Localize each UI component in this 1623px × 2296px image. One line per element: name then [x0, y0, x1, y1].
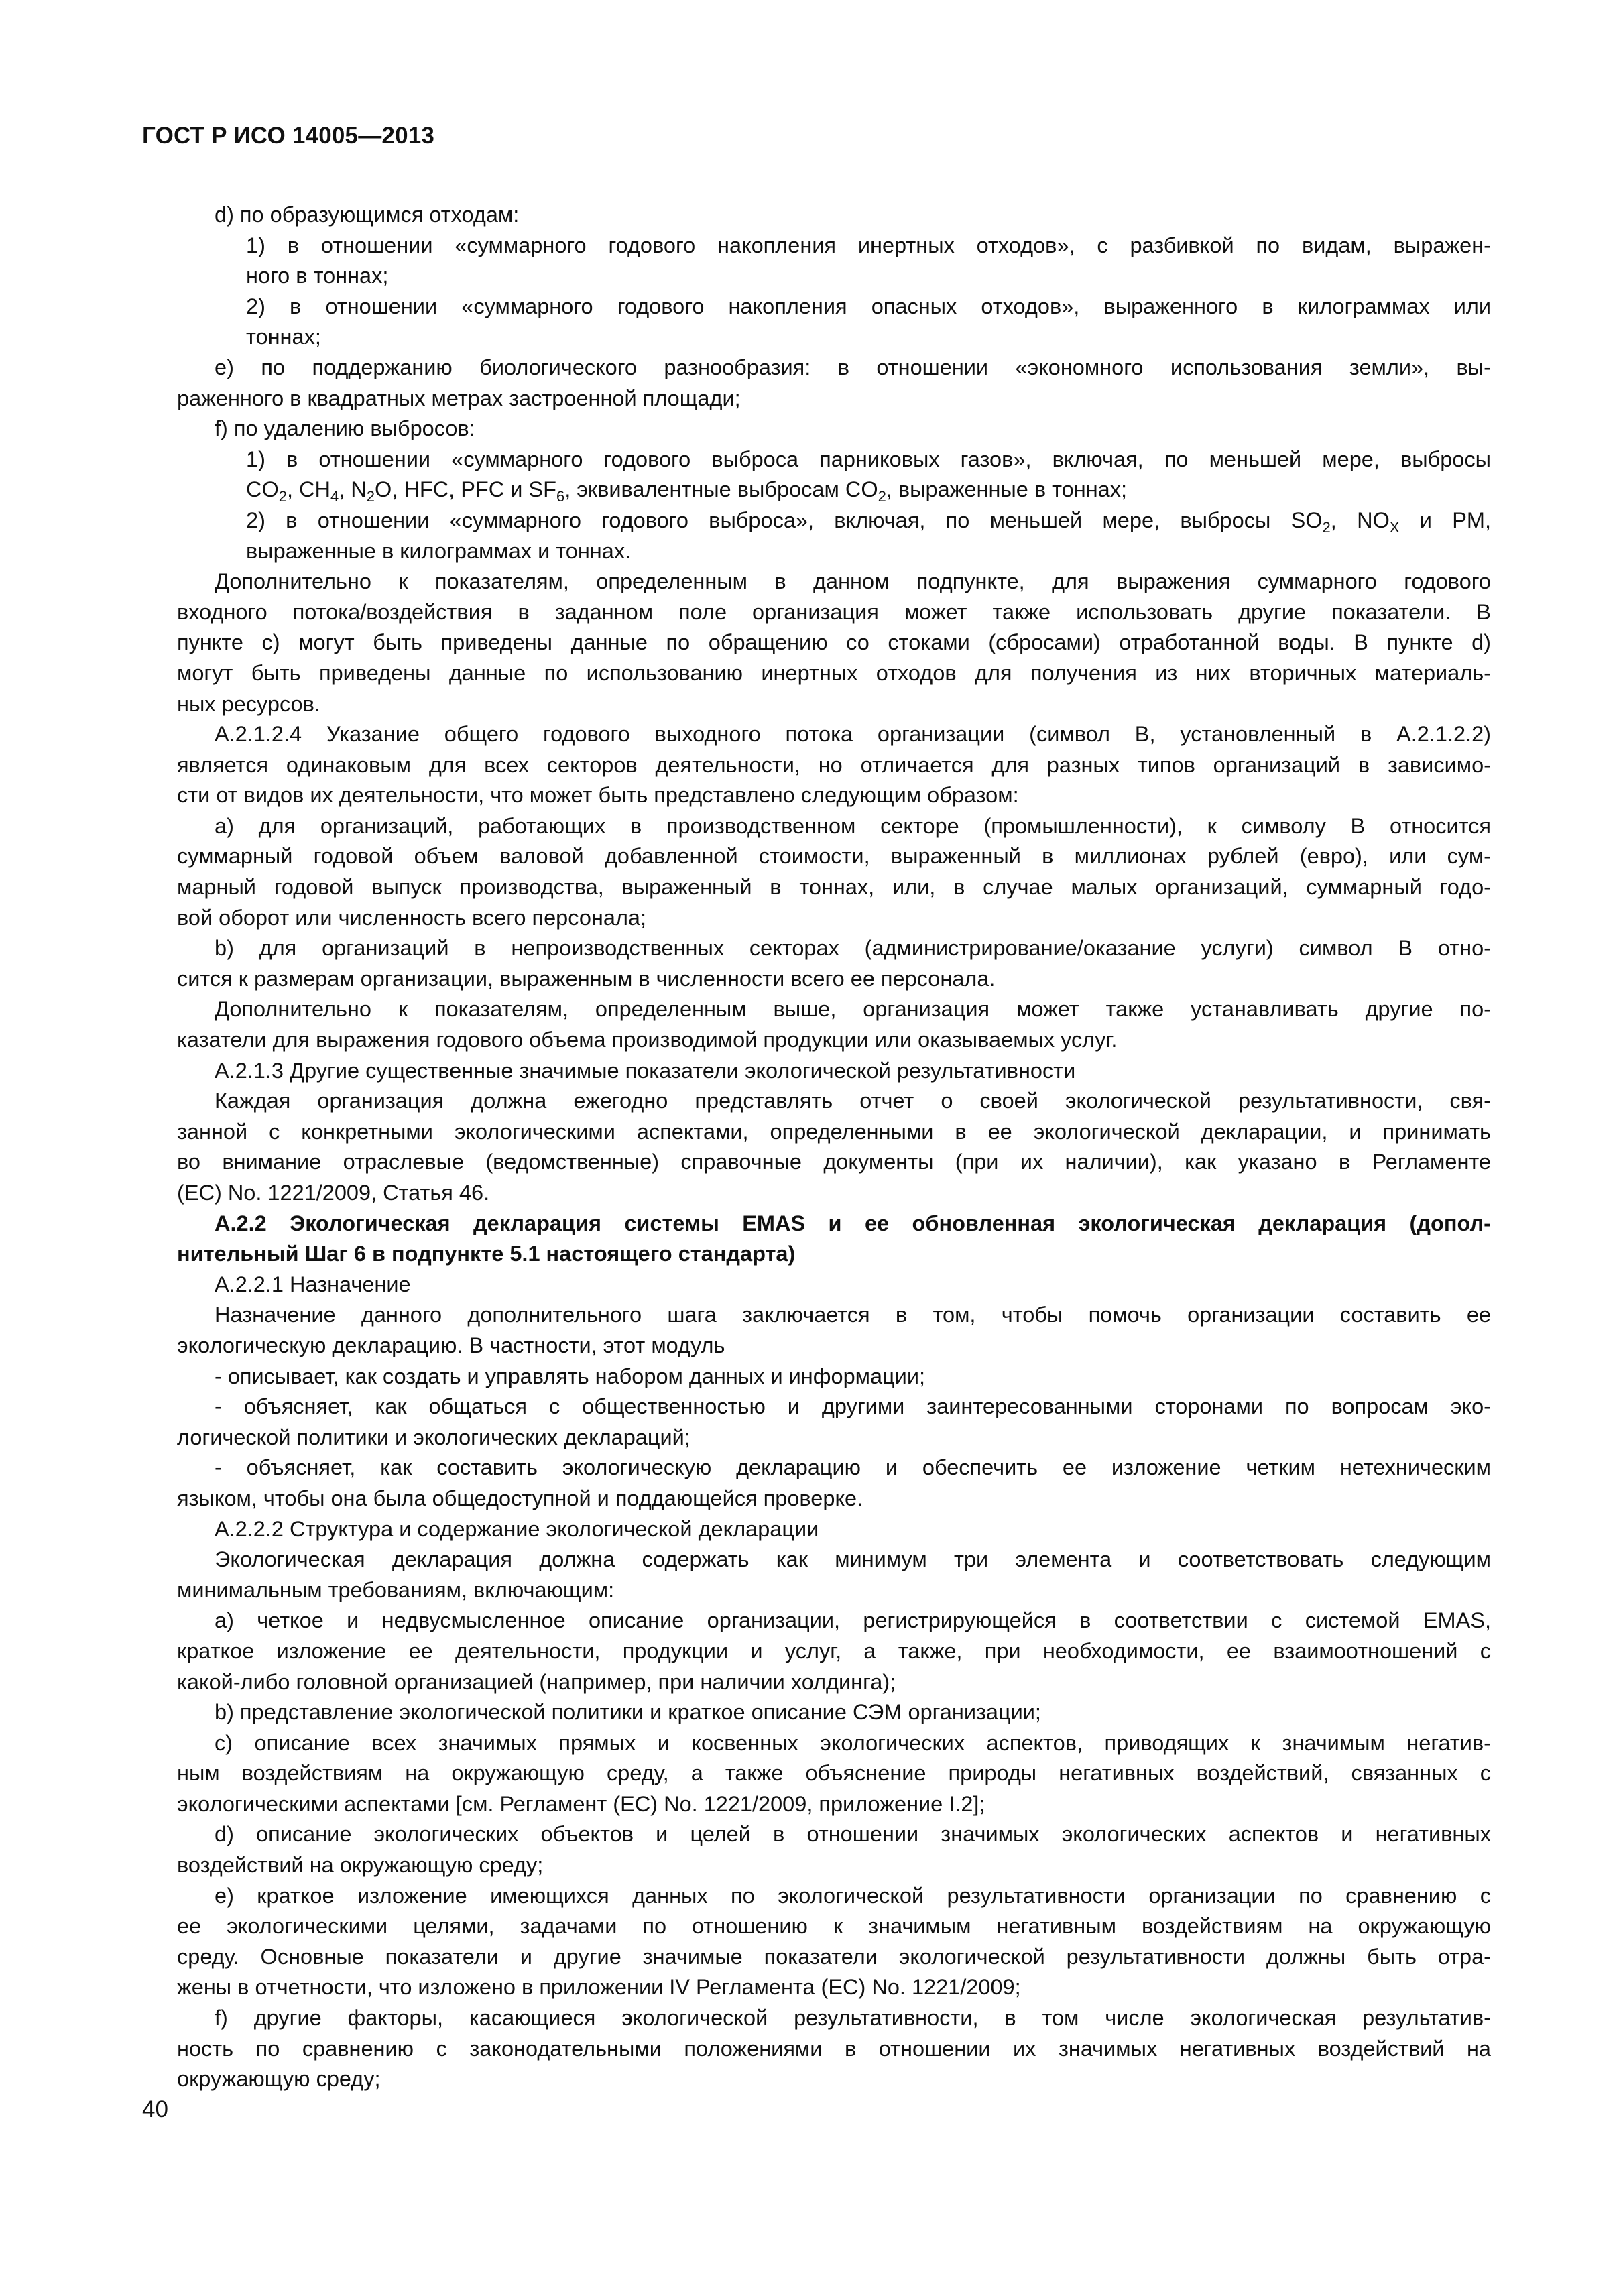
text-line: воздействий на окружающую среду; — [177, 1853, 544, 1878]
text-line: языком, чтобы она была общедоступной и поддающейся проверке. — [177, 1486, 863, 1510]
text-line: $CO_2$, $CH_4$, $N_2O$, HFC, PFC и $SF_6$, эквивалентные выбросам $CO_2$, выраженные в тоннах; — [246, 477, 1128, 505]
text-line: ного в тоннах; — [246, 263, 389, 288]
text-line: раженного в квадратных метрах застроенной площади; — [177, 385, 741, 410]
text-line: могут быть приведены данные по использованию инертных отходов для получения из них вторичных материаль- — [177, 660, 1491, 685]
text-line: f) другие факторы, касающиеся экологической результативности, в том числе экологическая результатив- — [215, 2006, 1491, 2031]
body-text — [177, 200, 1491, 2095]
text-line: казатели для выражения годового объема производимой продукции или оказываемых услуг. — [177, 1028, 1118, 1052]
text-line: Дополнительно к показателям, определенным выше, организация может также устанавливать другие по- — [215, 997, 1491, 1022]
text-line: d) описание экологических объектов и целей в отношении значимых экологических аспектов и негативных — [215, 1822, 1491, 1847]
text-line: (ЕС) No. 1221/2009, Статья 46. — [177, 1181, 490, 1205]
text-line: 2) в отношении «суммарного годового выброса», включая, по меньшей мере, выбросы $SO_2$, $NO_X$ и PM, — [246, 507, 1491, 536]
text-line: занной с конкретными экологическими аспектами, определенными в ее экологической декларации, и принимать — [177, 1119, 1491, 1144]
text-line: 2) в отношении «суммарного годового накопления опасных отходов», выраженного в килограммах или — [246, 294, 1491, 318]
text-line: входного потока/воздействия в заданном поле организация может также использовать другие показатели. В — [177, 599, 1491, 624]
text-line: А.2.2 Экологическая декларация системы EMAS и ее обновленная экологическая декларация (допол- — [215, 1211, 1491, 1235]
text-line: е) краткое изложение имеющихся данных по экологической результативности организации по сравнению с — [215, 1883, 1491, 1908]
text-line: 1) в отношении «суммарного годового накопления инертных отходов», с разбивкой по видам, выражен- — [246, 233, 1491, 257]
text-line: сится к размерам организации, выраженным в численности всего ее персонала. — [177, 966, 996, 991]
text-line: является одинаковым для всех секторов деятельности, но отличается для разных типов организаций в зависимо- — [177, 752, 1491, 777]
text-line: Каждая организация должна ежегодно представлять отчет о своей экологической результативности, свя- — [215, 1089, 1491, 1113]
page-header-title: ГОСТ Р ИСО 14005—2013 — [142, 123, 435, 149]
text-line: нительный Шаг 6 в подпункте 5.1 настоящего стандарта) — [177, 1242, 796, 1266]
text-line: минимальным требованиям, включающим: — [177, 1577, 615, 1602]
text-line: ным воздействиям на окружающую среду, а также объяснение природы негативных воздействий, связанных с — [177, 1761, 1491, 1786]
text-line: экологическую декларацию. В частности, этот модуль — [177, 1333, 725, 1357]
text-line: Дополнительно к показателям, определенным в данном подпункте, для выражения суммарного годового — [215, 569, 1491, 594]
text-line: ность по сравнению с законодательными положениями в отношении их значимых негативных воздействий на — [177, 2036, 1491, 2061]
text-line: пункте с) могут быть приведены данные по обращению со стоками (сбросами) отработанной воды. В пункте d) — [177, 630, 1491, 655]
text-line: экологическими аспектами [см. Регламент (ЕС) No. 1221/2009, приложение I.2]; — [177, 1791, 985, 1816]
text-line: с) описание всех значимых прямых и косвенных экологических аспектов, приводящих к значимым негатив- — [215, 1730, 1491, 1755]
text-line: А.2.2.2 Структура и содержание экологической декларации — [215, 1516, 819, 1541]
text-line: среду. Основные показатели и другие значимые показатели экологической результативности должны быть отра- — [177, 1944, 1491, 1969]
text-line: - объясняет, как общаться с общественностью и другими заинтересованными сторонами по вопросам эко- — [215, 1394, 1491, 1419]
text-line: е) по поддержанию биологического разнообразия: в отношении «экономного использования земли», вы- — [215, 355, 1491, 379]
text-line: b) представление экологической политики и краткое описание СЭМ организации; — [215, 1700, 1041, 1725]
text-line: краткое изложение ее деятельности, продукции и услуг, а также, при необходимости, ее взаимоотношений с — [177, 1638, 1491, 1663]
text-line: сти от видов их деятельности, что может быть представлено следующим образом: — [177, 783, 1019, 808]
page-number: 40 — [142, 2096, 168, 2122]
text-line: А.2.1.3 Другие существенные значимые показатели экологической результативности — [215, 1058, 1076, 1083]
text-line: ее экологическими целями, задачами по отношению к значимым негативным воздействиям на окружающую — [177, 1914, 1491, 1939]
text-line: марный годовой выпуск производства, выраженный в тоннах, или, в случае малых организаций, суммарный годо- — [177, 875, 1491, 900]
text-line: во внимание отраслевые (ведомственные) справочные документы (при их наличии), как указано в Регламенте — [177, 1150, 1491, 1174]
text-line: ных ресурсов. — [177, 691, 320, 716]
text-line: Экологическая декларация должна содержать как минимум три элемента и соответствовать следующим — [215, 1547, 1491, 1572]
text-line: окружающую среду; — [177, 2067, 381, 2092]
text-line: Назначение данного дополнительного шага заключается в том, чтобы помочь организации составить ее — [215, 1303, 1491, 1327]
text-line: а) для организаций, работающих в производственном секторе (промышленности), к символу В относится — [215, 813, 1491, 838]
text-line: А.2.1.2.4 Указание общего годового выходного потока организации (символ В, установленный в А.2.1.2.2) — [215, 722, 1491, 747]
text-line: b) для организаций в непроизводственных секторах (администрирование/оказание услуги) символ В отно- — [215, 936, 1491, 961]
text-line: жены в отчетности, что изложено в приложении IV Регламента (ЕС) No. 1221/2009; — [177, 1975, 1021, 2000]
text-line: вой оборот или численность всего персонала; — [177, 905, 647, 930]
text-line: выраженные в килограммах и тоннах. — [246, 538, 632, 563]
text-line: суммарный годовой объем валовой добавленной стоимости, выраженный в миллионах рублей (евро), или сум- — [177, 844, 1491, 869]
text-line: логической политики и экологических деклараций; — [177, 1425, 690, 1449]
text-line: - описывает, как создать и управлять набором данных и информации; — [215, 1364, 926, 1388]
text-line: d) по образующимся отходам: — [215, 202, 520, 227]
text-line: - объясняет, как составить экологическую декларацию и обеспечить ее изложение четким нетехническим — [215, 1455, 1491, 1480]
text-line: тоннах; — [246, 324, 321, 349]
text-line: 1) в отношении «суммарного годового выброса парниковых газов», включая, по меньшей мере, выбросы — [246, 446, 1491, 471]
text-line: А.2.2.1 Назначение — [215, 1272, 411, 1296]
text-line: а) четкое и недвусмысленное описание организации, регистрирующейся в соответствии с системой EMAS, — [215, 1608, 1491, 1633]
text-line: какой-либо головной организацией (например, при наличии холдинга); — [177, 1669, 896, 1694]
text-line: f) по удалению выбросов: — [215, 416, 475, 441]
